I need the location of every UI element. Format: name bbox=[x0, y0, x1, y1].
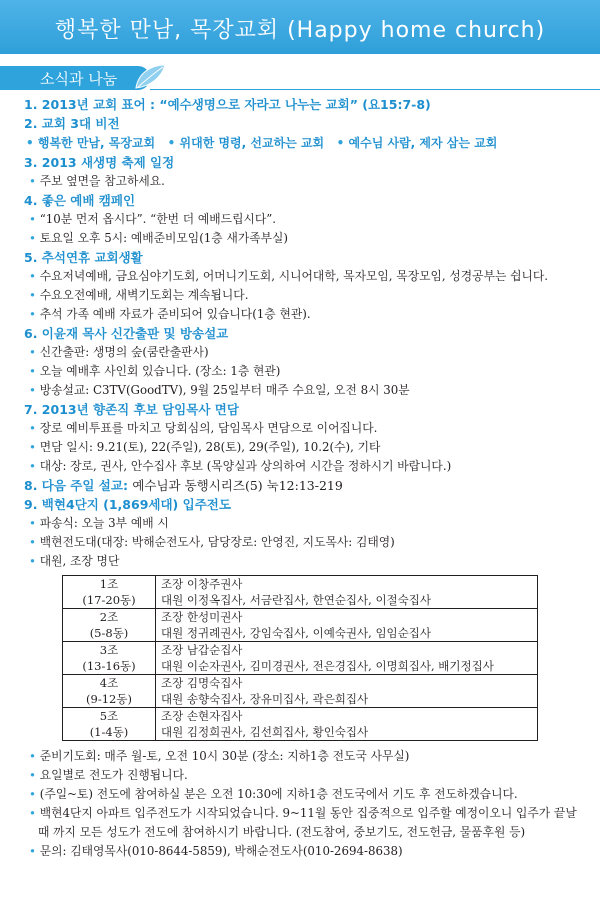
group-name-cell: 1조 (17-20동) bbox=[63, 576, 156, 609]
item-2-heading: 2. 교회 3대 비전 bbox=[24, 116, 120, 131]
bullet-icon: • bbox=[29, 787, 40, 801]
group-members-cell: 조장 김명숙집사 대원 송향숙집사, 장유미집사, 곽은희집사 bbox=[156, 675, 538, 708]
group-members-cell: 조장 한성미권사 대원 정귀례권사, 강임숙집사, 이예숙권사, 임임순집사 bbox=[156, 609, 538, 642]
bullet-icon: • bbox=[29, 768, 40, 782]
section-header bbox=[0, 62, 600, 92]
section-divider bbox=[150, 89, 600, 90]
bullet-icon: • bbox=[29, 421, 40, 435]
table-row bbox=[63, 675, 538, 708]
group-members-cell: 조장 손현자집사 대원 김정희권사, 김선희집사, 황인숙집사 bbox=[156, 708, 538, 741]
item-3-heading: 3. 2013 새생명 축제 일정 bbox=[24, 155, 175, 170]
bullet-icon: • bbox=[29, 806, 40, 820]
news-content bbox=[24, 95, 584, 861]
item-7-heading: 7. 2013년 향존직 후보 담임목사 면담 bbox=[24, 402, 239, 417]
table-row bbox=[63, 576, 538, 609]
item-8-heading: 8. 다음 주일 설교: 예수님과 동행시리즈(5) 눅12:13-219 bbox=[24, 478, 343, 493]
list-item: • 오늘 예배후 사인회 있습니다. (장소: 1층 현관) bbox=[29, 364, 281, 378]
bullet-icon: • bbox=[29, 345, 40, 359]
vision-item: 예수님 사람, 제자 삼는 교회 bbox=[348, 136, 498, 150]
list-item: • “10분 먼저 옵시다”. “한번 더 예배드립시다”. bbox=[29, 212, 277, 226]
table-row bbox=[63, 708, 538, 741]
list-item: • 면담 일시: 9.21(토), 22(주일), 28(토), 29(주일), 10.2(수), 기타 bbox=[29, 440, 381, 454]
vision-item: 위대한 명령, 선교하는 교회 bbox=[179, 136, 325, 150]
list-item: • (주일~토) 전도에 참여하실 분은 오전 10:30에 지하1층 전도국에서 기도 후 전도하겠습니다. bbox=[29, 787, 518, 801]
list-item: • 주보 옆면을 참고하세요. bbox=[29, 174, 165, 188]
group-name-cell: 2조 (5-8동) bbox=[63, 609, 156, 642]
list-item: • 파송식: 오늘 3부 예배 시 bbox=[29, 516, 169, 530]
header-banner bbox=[0, 0, 600, 54]
banner-title: 행복한 만남, 목장교회 (Happy home church) bbox=[54, 18, 546, 43]
list-item: • 수요저녁예배, 금요심야기도회, 어머니기도회, 시니어대학, 목자모임, 목장모임, 성경공부는 쉽니다. bbox=[29, 269, 549, 283]
table-row bbox=[63, 642, 538, 675]
vision-list bbox=[24, 133, 584, 153]
group-name-cell: 3조 (13-16동) bbox=[63, 642, 156, 675]
list-item: • 문의: 김태영목사(010-8644-5859), 박해순전도사(010-2694-8638) bbox=[29, 844, 403, 858]
bullet-icon: • bbox=[29, 554, 40, 568]
group-name-cell: 5조 (1-4동) bbox=[63, 708, 156, 741]
list-item: • 장로 예비투표를 마치고 당회심의, 담임목사 면담으로 이어집니다. bbox=[29, 421, 378, 435]
bullet-icon: • bbox=[167, 136, 176, 150]
list-item: • 백현전도대(대장: 박해순전도사, 담당장로: 안영진, 지도목사: 김태영) bbox=[29, 535, 395, 549]
list-item: • 신간출판: 생명의 숲(쿰란출판사) bbox=[29, 345, 209, 359]
group-roster-table bbox=[62, 575, 538, 741]
bullet-icon: • bbox=[29, 212, 40, 226]
item-4-heading: 4. 좋은 예배 캠페인 bbox=[24, 193, 136, 208]
bullet-icon: • bbox=[29, 307, 40, 321]
item-1-heading: 1. 2013년 교회 표어 : “예수생명으로 자라고 나누는 교회” (요15:7-8) bbox=[24, 97, 431, 112]
group-members-cell: 조장 남갑순집사 대원 이순자권사, 김미경권사, 전은경집사, 이명희집사, 배기정집사 bbox=[156, 642, 538, 675]
bullet-icon: • bbox=[29, 749, 40, 763]
table-row bbox=[63, 609, 538, 642]
item-6-heading: 6. 이윤재 목사 신간출판 및 방송설교 bbox=[24, 326, 229, 341]
group-members-cell: 조장 이창주권사 대원 이정옥집사, 서금란집사, 한연순집사, 이절숙집사 bbox=[156, 576, 538, 609]
bullet-icon: • bbox=[336, 136, 345, 150]
bullet-icon: • bbox=[29, 516, 40, 530]
bullet-icon: • bbox=[29, 535, 40, 549]
group-name-cell: 4조 (9-12동) bbox=[63, 675, 156, 708]
vision-item: 행복한 만남, 목장교회 bbox=[37, 136, 156, 150]
list-item: • 방송설교: C3TV(GoodTV), 9월 25일부터 매주 수요일, 오전 8시 30분 bbox=[29, 383, 410, 397]
section-label: 소식과 나눔 bbox=[40, 70, 118, 88]
list-item: • 대상: 장로, 권사, 안수집사 후보 (목양실과 상의하여 시간을 정하시기 바랍니다.) bbox=[29, 459, 452, 473]
item-5-heading: 5. 추석연휴 교회생활 bbox=[24, 250, 143, 265]
list-item: • 백현4단지 아파트 입주전도가 시작되었습니다. 9~11월 동안 집중적으로 입주할 예정이오니 입주가 끝날 때 까지 모든 성도가 전도에 참여하시기 바랍니다. (전도참여, 중보기도, 전도헌금, 물품후원 등) bbox=[29, 806, 577, 839]
bullet-icon: • bbox=[26, 136, 34, 150]
list-item: • 요일별로 전도가 진행됩니다. bbox=[29, 768, 188, 782]
bullet-icon: • bbox=[29, 440, 40, 454]
bullet-icon: • bbox=[29, 459, 40, 473]
bullet-icon: • bbox=[29, 844, 40, 858]
item-9-heading: 9. 백현4단지 (1,869세대) 입주전도 bbox=[24, 497, 231, 512]
bullet-icon: • bbox=[29, 364, 40, 378]
bullet-icon: • bbox=[29, 231, 40, 245]
leaf-icon bbox=[132, 62, 168, 92]
bullet-icon: • bbox=[29, 174, 40, 188]
list-item: • 준비기도회: 매주 월-토, 오전 10시 30분 (장소: 지하1층 전도국 사무실) bbox=[29, 749, 410, 763]
bullet-icon: • bbox=[29, 383, 40, 397]
list-item: • 토요일 오후 5시: 예배준비모임(1층 새가족부실) bbox=[29, 231, 289, 245]
bullet-icon: • bbox=[29, 269, 40, 283]
list-item: • 대원, 조장 명단 bbox=[29, 554, 120, 568]
list-item: • 추석 가족 예배 자료가 준비되어 있습니다(1층 현관). bbox=[29, 307, 311, 321]
next-sermon-text: 예수님과 동행시리즈(5) 눅12:13-219 bbox=[132, 478, 343, 493]
list-item: • 수요오전예배, 새벽기도회는 계속됩니다. bbox=[29, 288, 249, 302]
bullet-icon: • bbox=[29, 288, 40, 302]
